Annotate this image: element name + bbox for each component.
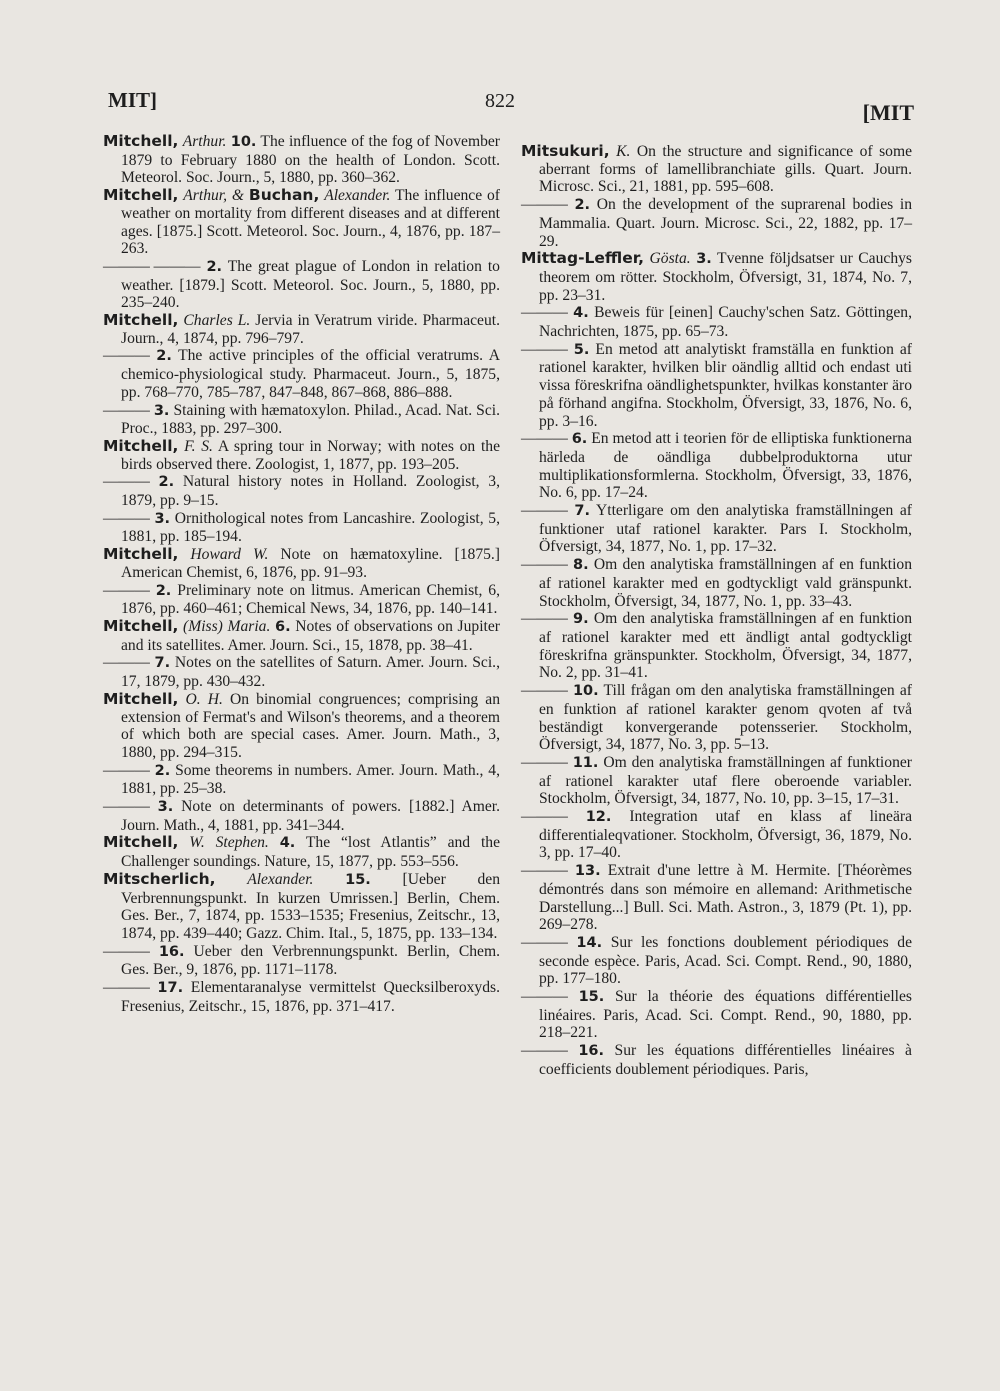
author-given-name: Gösta. [649,250,691,268]
bibliography-entry [103,438,500,473]
entry-text: Notes of observations on Jupiter and its satellites. Amer. Journ. Sci., 15, 1878, pp. 38–41. [121,617,500,654]
author-given-name: Howard W. [190,546,269,564]
bibliography-entry [521,143,912,196]
coauthor-name: Buchan, [248,186,320,205]
bibliography-entry [103,762,500,798]
bibliography-entry [521,1042,912,1078]
entry-number: 17. [157,980,184,997]
bibliography-entry [103,582,500,618]
repeat-author-dash: ——— [103,581,150,599]
bibliography-entry [521,430,912,502]
author-name: Mitchell, [103,689,179,708]
bibliography-entry [103,187,500,258]
bibliography-entry [103,258,500,312]
author-given-name: Charles L. [183,312,251,330]
entry-text: The active principles of the official veratrums. A chemico-physiological study. Pharmaceut. Journ., 5, 1875, pp. 768–770, 785–787, 847–848, 867–868, 886–888. [121,347,500,401]
entry-text: The great plague of London in relation to weather. [1879.] Scott. Meteorol. Soc. Journ., 5, 1880, pp. 235–240. [121,257,500,312]
entry-number: 15. [345,871,371,888]
entry-number: 2. [206,258,223,275]
bibliography-entry [521,808,912,862]
entry-text: A spring tour in Norway; with notes on the birds observed there. Zoologist, 1, 1877, pp. 193–205. [121,437,500,473]
repeat-author-dash: ——— [103,654,150,672]
entry-text: Preliminary note on litmus. American Chemist, 6, 1876, pp. 460–461; Chemical News, 34, 1876, pp. 140–141. [121,581,500,618]
author-given-name: Arthur, & [183,187,245,205]
bibliography-entry [103,979,500,1015]
entry-text: Sur la théorie des équations différentielles linéaires. Paris, Acad. Sci. Compt. Rend., 90, 1880, pp. 218–221. [539,988,912,1042]
bibliography-entry [521,754,912,808]
entry-number: 8. [573,557,589,574]
entry-text: Ueber den Verbrennungspunkt. Berlin, Chem. Ges. Ber., 9, 1876, pp. 1171–1178. [121,942,500,979]
entry-number: 2. [574,197,591,214]
author-name: Mitchell, [103,833,179,852]
repeat-author-dash: ——— [521,196,568,214]
repeat-author-dash: ——— [521,304,568,322]
repeat-author-dash: ——— [521,753,568,771]
left-column [103,133,500,1015]
repeat-author-dash: ——— ——— [103,257,201,275]
entry-number: 4. [573,305,589,322]
bibliography-entry [521,502,912,556]
repeat-author-dash: ——— [521,1042,568,1060]
entry-number: 4. [279,835,296,852]
entry-text: Note on determinants of powers. [1882.] Amer. Journ. Math., 4, 1881, pp. 341–344. [121,798,500,834]
entry-number: 7. [154,655,171,672]
bibliography-entry [103,312,500,347]
entry-text: Jervia in Veratrum viride. Pharmaceut. Journ., 4, 1874, pp. 796–797. [121,312,500,347]
entry-number: 2. [156,348,172,365]
page-number: 822 [485,90,515,112]
bibliography-entry [103,510,500,546]
bibliography-entry [103,347,500,401]
entry-number: 16. [158,943,185,960]
entry-number: 3. [154,510,171,527]
bibliography-entry [103,618,500,654]
entry-text: Staining with hæmatoxylon. Philad., Acad. Nat. Sci. Proc., 1883, pp. 297–300. [121,401,501,438]
bibliography-entry [103,834,500,870]
bibliography-entry [521,250,912,304]
repeat-author-dash: ——— [521,988,568,1006]
bibliography-entry [103,473,500,509]
right-column [521,143,912,1079]
entry-text: Some theorems in numbers. Amer. Journ. Math., 4, 1881, pp. 25–38. [121,761,500,798]
repeat-author-dash: ——— [521,556,568,574]
bibliography-entry [521,934,912,988]
repeat-author-dash: ——— [103,347,150,365]
entry-text: Om den analytiska framställningen af funktioner af rationel karakter utaf flere oberoende variabler. Stockholm, Öfversigt, 34, 1877, No. 10, pp. 3–15, 17–31. [539,753,912,808]
author-name: Mitchell, [103,311,179,330]
repeat-author-dash: ——— [103,761,150,779]
repeat-author-dash: ——— [521,808,568,826]
entry-number: 2. [155,582,172,599]
entry-text: Om den analytiska framställningen af en funktion af rationel karakter med ett ändligt antal godtyckligt föreskrifna gränspunkter. Stockholm, Öfversigt, 34, 1877, No. 2, pp. 31–41. [539,610,912,682]
entry-number: 3. [696,251,712,268]
entry-text: The influence of the fog of November 1879 to February 1880 on the health of London. Scott. Meteorol. Soc. Journ., 5, 1880, pp. 360–362. [121,133,500,187]
entry-text: On binomial congruences; comprising an extension of Fermat's and Wilson's theorems, and a theorem of which both are special cases. Amer. Journ. Math., 3, 1880, pp. 294–315. [121,690,500,761]
repeat-author-dash: ——— [521,502,568,520]
running-head-left: MIT] [108,88,157,112]
bibliography-entry [103,871,500,943]
entry-text: Integration utaf en klass af lineära differentialeqvationer. Stockholm, Öfversigt, 36, 1879, No. 3, pp. 17–40. [539,808,912,862]
entry-number: 6. [275,618,291,635]
author-given-name: (Miss) Maria. [183,617,271,635]
entry-text: On the development of the suprarenal bodies in Mammalia. Quart. Journ. Microsc. Sci., 22, 1882, pp. 17–29. [539,196,912,250]
entry-text: Ornithological notes from Lancashire. Zoologist, 5, 1881, pp. 185–194. [121,509,500,546]
repeat-author-dash: ——— [103,942,150,960]
bibliography-entry [103,654,500,690]
repeat-author-dash: ——— [103,401,150,419]
entry-text: Sur les équations différentielles linéaires à coefficients doublement périodiques. Paris, [539,1042,912,1078]
entry-number: 13. [574,863,601,880]
bibliography-entry [103,546,500,581]
entry-text: Tvenne följdsatser ur Cauchys theorem om rötter. Stockholm, Öfversigt, 31, 1874, No. 7, pp. 23–31. [539,250,912,304]
entry-text: Extrait d'une lettre à M. Hermite. [Théorèmes démontrés dans son mémoire en allemand: Arithmetische Darstellung...] Bull. Sci. Math. Astron., 3, 1879 (Pt. 1), pp. 269–278. [539,862,913,934]
repeat-author-dash: ——— [521,862,568,880]
entry-text: Om den analytiska framställningen af en funktion af rationel karakter med en godtyckligt vald gränspunkt. Stockholm, Öfversigt, 34, 1877, No. 1, pp. 33–43. [539,556,912,610]
entry-number: 14. [576,934,603,951]
repeat-author-dash: ——— [521,933,568,951]
entry-number: 11. [572,754,599,771]
author-given-name: Alexander. [247,870,314,888]
coauthor-given-name: Alexander. [324,187,391,205]
repeat-author-dash: ——— [103,979,150,997]
entry-number: 16. [578,1043,604,1060]
bibliography-entry [103,402,500,438]
repeat-author-dash: ——— [521,430,568,448]
author-name: Mitchell, [103,616,179,635]
bibliography-entry [521,682,912,754]
entry-number: 2. [158,474,175,491]
bibliography-entry [103,798,500,834]
author-given-name: K. [616,143,631,160]
entry-text: [Ueber den Verbrennungspunkt. In kurzen Umrissen.] Berlin, Chem. Ges. Ber., 7, 1874, pp. 1533–1535; Fresenius, Zeitschr., 13, 1874, pp. 439–440; Gazz. Chim. Ital., 5, 1875, pp. 133–134. [121,870,500,942]
entry-number: 12. [585,809,612,826]
entry-number: 10. [230,134,257,150]
bibliography-entry [521,196,912,250]
bibliography-entry [103,943,500,979]
author-given-name: O. H. [185,690,223,708]
entry-number: 7. [574,503,590,520]
author-name: Mittag-Leffler, [521,249,645,268]
author-given-name: Arthur. [182,133,227,150]
bibliography-entry [103,133,500,187]
author-name: Mitsukuri, [521,142,610,160]
entry-text: The influence of weather on mortality from different diseases and at different ages. [1875.] Scott. Meteorol. Soc. Journ., 4, 1876, pp. 187–263. [121,187,500,258]
bibliography-entry [521,610,912,682]
entry-text: Ytterligare om den analytiska framställningen af funktioner utaf rationel karakter. Pars I. Stockholm, Öfversigt, 34, 1877, No. 1, pp. 17–32. [539,502,912,556]
entry-text: Sur les fonctions doublement périodiques de seconde espèce. Paris, Acad. Sci. Compt. Rend., 90, 1880, pp. 177–180. [539,933,913,988]
bibliography-entry [103,691,500,762]
bibliography-entry [521,556,912,610]
repeat-author-dash: ——— [521,610,568,628]
entry-text: The “lost Atlantis” and the Challenger soundings. Nature, 15, 1877, pp. 553–556. [121,834,500,871]
author-name: Mitchell, [103,436,179,455]
repeat-author-dash: ——— [521,682,568,700]
entry-number: 3. [157,799,174,816]
repeat-author-dash: ——— [103,798,150,816]
entry-number: 3. [153,402,170,419]
author-name: Mitscherlich, [103,869,216,888]
entry-text: En metod att i teorien för de elliptiska funktionerna härleda de oändliga dubbelproduktorna utur multiplikationsformlerna. Stockholm, Öfversigt, 33, 1876, No. 6, pp. 17–24. [539,430,912,502]
entry-number: 2. [154,762,171,779]
repeat-author-dash: ——— [521,340,568,358]
entry-text: Elementaranalyse vermittelst Quecksilberoxyds. Fresenius, Zeitschr., 15, 1876, pp. 371–417. [121,979,500,1015]
author-name: Mitchell, [103,186,179,205]
author-given-name: F. S. [184,437,213,455]
entry-number: 10. [572,683,599,700]
entry-text: On the structure and significance of some aberrant forms of lamellibranchiate gills. Quart. Journ. Microsc. Sci., 21, 1881, pp. 595–608. [539,143,913,196]
entry-text: Notes on the satellites of Saturn. Amer. Journ. Sci., 17, 1879, pp. 430–432. [121,654,500,691]
bibliography-entry [521,862,912,934]
running-head-right: [MIT [862,100,914,125]
entry-number: 15. [578,989,605,1006]
entry-text: En metod att analytiskt framställa en funktion af rationel karakter, hvilken blir oändlig alltid och endast uti vissa föreskrifna oändlighetspunkter, hvilkas konstanter äro på förhand angifna. Stockholm, Öfversigt, 33, 1876, No. 6, pp. 3–16. [539,340,912,430]
entry-text: Note on hæmatoxyline. [1875.] American Chemist, 6, 1876, pp. 91–93. [121,546,501,581]
author-name: Mitchell, [103,545,179,564]
bibliography-entry [521,304,912,340]
entry-number: 5. [573,341,590,358]
entry-text: Natural history notes in Holland. Zoologist, 3, 1879, pp. 9–15. [121,473,500,510]
entry-number: 9. [573,611,589,628]
entry-text: Till frågan om den analytiska framställningen af en funktion af rationel karakter genom qvoten af två beständigt konvergerande potensserier. Stockholm, Öfversigt, 34, 1877, No. 3, pp. 5–13. [539,682,912,754]
bibliography-entry [521,988,912,1042]
repeat-author-dash: ——— [103,509,150,527]
author-given-name: W. Stephen. [189,834,269,852]
entry-text: Beweis für [einen] Cauchy'schen Satz. Göttingen, Nachrichten, 1875, pp. 65–73. [539,304,912,341]
repeat-author-dash: ——— [103,473,150,491]
author-name: Mitchell, [103,132,179,150]
bibliography-entry [521,341,912,431]
entry-number: 6. [571,431,588,448]
